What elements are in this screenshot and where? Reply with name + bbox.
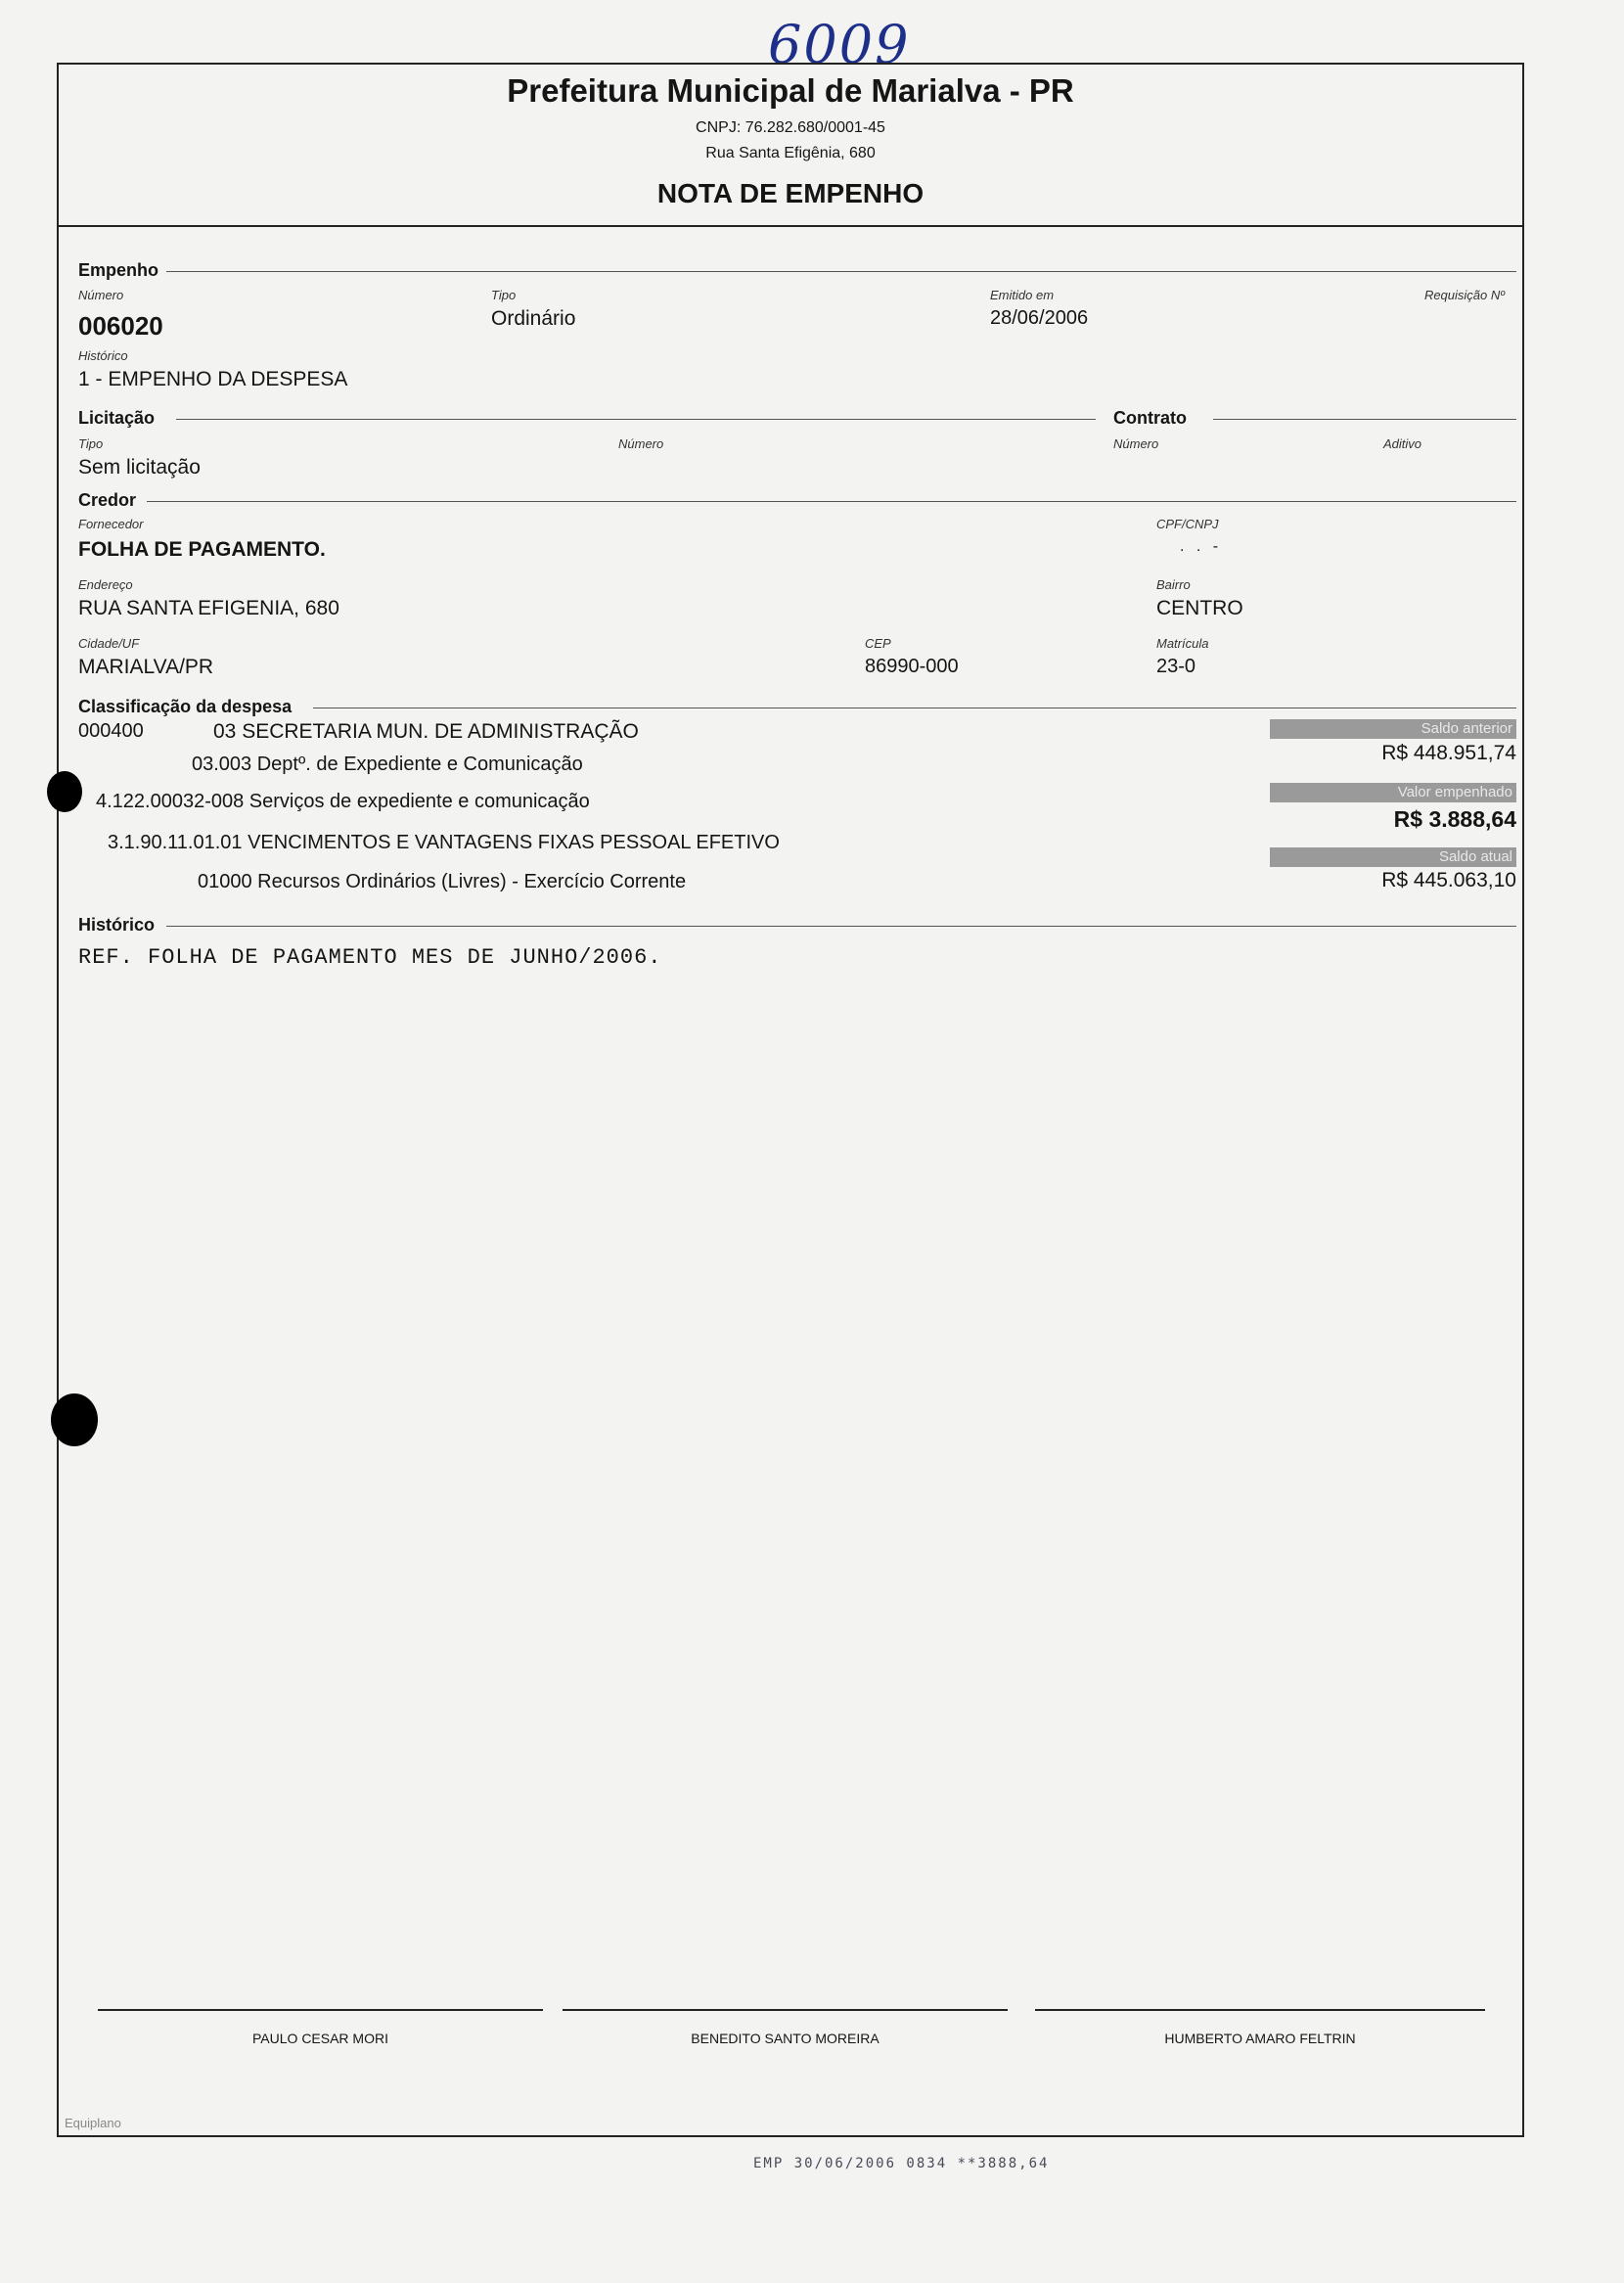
- equiplano-brand: Equiplano: [65, 2116, 121, 2130]
- credor-section-title: Credor: [78, 490, 142, 511]
- classificacao-orgao: 03 SECRETARIA MUN. DE ADMINISTRAÇÃO: [213, 720, 639, 743]
- classificacao-code: 000400: [78, 720, 144, 742]
- historico-section-title: Histórico: [78, 915, 160, 936]
- cep-value: 86990-000: [865, 656, 959, 677]
- endereco-label: Endereço: [78, 577, 133, 592]
- empenho-tipo: Ordinário: [491, 307, 576, 330]
- saldo-anterior-value: R$ 448.951,74: [1381, 742, 1516, 764]
- saldo-atual-value: R$ 445.063,10: [1381, 869, 1516, 891]
- bairro-label: Bairro: [1156, 577, 1191, 592]
- licitacao-rule: [176, 419, 1096, 420]
- page-title: Prefeitura Municipal de Marialva - PR: [507, 72, 1074, 109]
- cidade-label: Cidade/UF: [78, 636, 140, 651]
- historico-label: Histórico: [78, 348, 128, 363]
- saldo-atual-label: Saldo atual: [1270, 847, 1516, 867]
- empenho-section-title: Empenho: [78, 260, 164, 281]
- fornecedor-label: Fornecedor: [78, 517, 144, 531]
- cpf-value: . . -: [1180, 538, 1223, 555]
- address-line: Rua Santa Efigênia, 680: [705, 145, 876, 161]
- endereco-value: RUA SANTA EFIGENIA, 680: [78, 597, 339, 619]
- empenho-number: 006020: [78, 311, 163, 341]
- classificacao-unidade: 03.003 Deptº. de Expediente e Comunicação: [192, 753, 583, 775]
- signature-name-3: HUMBERTO AMARO FELTRIN: [1164, 2031, 1356, 2046]
- signature-line-2: [563, 2009, 1008, 2011]
- valor-empenhado-value: R$ 3.888,64: [1393, 806, 1516, 832]
- numero-label: Número: [78, 288, 124, 302]
- contrato-numero-label: Número: [1113, 436, 1159, 451]
- contrato-rule: [1213, 419, 1516, 420]
- header-divider: [57, 225, 1524, 227]
- punch-hole-bottom: [51, 1393, 98, 1446]
- signature-line-1: [98, 2009, 543, 2011]
- historico-rule: [166, 926, 1516, 927]
- classificacao-elemento: 3.1.90.11.01.01 VENCIMENTOS E VANTAGENS FIXAS PESSOAL EFETIVO: [108, 832, 780, 853]
- requisicao-label: Requisição Nº: [1423, 288, 1505, 302]
- tipo-label: Tipo: [491, 288, 517, 302]
- processing-stamp: EMP 30/06/2006 0834 **3888,64: [753, 2156, 1050, 2171]
- licitacao-section-title: Licitação: [78, 408, 160, 429]
- signature-name-2: BENEDITO SANTO MOREIRA: [691, 2031, 880, 2046]
- document-title: NOTA DE EMPENHO: [656, 178, 925, 208]
- classificacao-section-title: Classificação da despesa: [78, 697, 297, 717]
- contrato-section-title: Contrato: [1113, 408, 1193, 429]
- emitido-date: 28/06/2006: [990, 307, 1089, 329]
- bairro-value: CENTRO: [1156, 597, 1243, 619]
- empenho-rule: [166, 271, 1516, 272]
- matricula-value: 23-0: [1156, 656, 1196, 677]
- valor-empenhado-label: Valor empenhado: [1270, 783, 1516, 802]
- matricula-label: Matrícula: [1156, 636, 1209, 651]
- historico-text: REF. FOLHA DE PAGAMENTO MES DE JUNHO/2006.: [78, 945, 662, 970]
- empenho-historico: 1 - EMPENHO DA DESPESA: [78, 368, 348, 390]
- signature-name-1: PAULO CESAR MORI: [252, 2031, 388, 2046]
- cidade-value: MARIALVA/PR: [78, 656, 214, 678]
- signature-line-3: [1035, 2009, 1485, 2011]
- licitacao-numero-label: Número: [618, 436, 664, 451]
- cep-label: CEP: [865, 636, 891, 651]
- cnpj-line: CNPJ: 76.282.680/0001-45: [696, 119, 885, 136]
- licitacao-tipo: Sem licitação: [78, 456, 201, 479]
- saldo-anterior-label: Saldo anterior: [1270, 719, 1516, 739]
- handwritten-number: 6009: [768, 14, 911, 75]
- contrato-aditivo-label: Aditivo: [1383, 436, 1422, 451]
- licitacao-tipo-label: Tipo: [78, 436, 104, 451]
- classificacao-funcional: 4.122.00032-008 Serviços de expediente e comunicação: [96, 791, 590, 812]
- fornecedor-name: FOLHA DE PAGAMENTO.: [78, 538, 326, 561]
- credor-rule: [147, 501, 1516, 502]
- emitido-label: Emitido em: [990, 288, 1055, 302]
- cpf-label: CPF/CNPJ: [1156, 517, 1219, 531]
- punch-hole-top: [47, 771, 82, 812]
- classificacao-recurso: 01000 Recursos Ordinários (Livres) - Exercício Corrente: [198, 871, 687, 892]
